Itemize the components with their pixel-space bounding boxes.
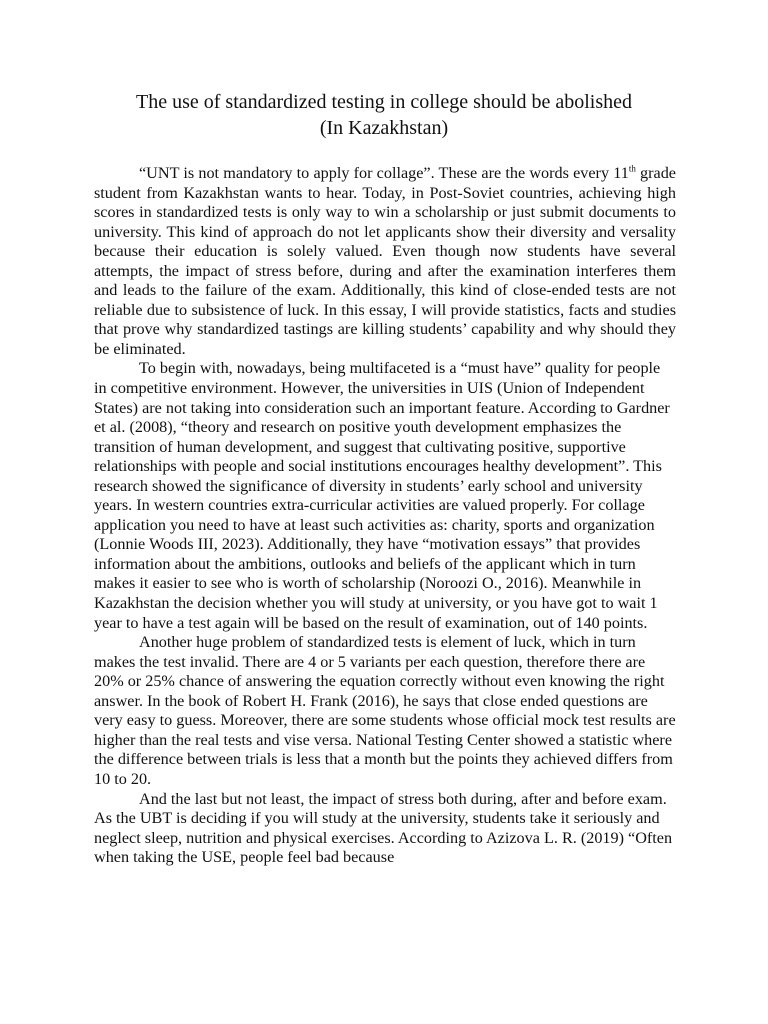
paragraph-intro: [94, 164, 676, 359]
paragraph-intro-start: “UNT is not mandatory to apply for collage”. These are the words every 11: [139, 164, 629, 182]
title-line-1: The use of standardized testing in college should be abolished: [136, 91, 632, 113]
document-title: [60, 89, 708, 141]
paragraph-stress: And the last but not least, the impact of stress both during, after and before exam. As the UBT is deciding if you will study at the university, students take it seriously and neglect sleep, nutrition and physical exercises. According to Azizova L. R. (2019) “Often when taking the USE, people feel bad because: [94, 789, 673, 867]
paragraph-diversity: To begin with, nowadays, being multifaceted is a “must have” quality for people in competitive environment. However, the universities in UIS (Union of Independent States) are not taking into consideration such an important feature. According to Gardner et al. (2008), “theory and research on positive youth development emphasizes the transition of human development, and suggest that cultivating positive, supportive relationships with people and social institutions encourages healthy development”. This research showed the significance of diversity in students’ early school and university years. In western countries extra-curricular activities are valued properly. For collage application you need to have at least such activities as: charity, sports and organization (Lonnie Woods III, 2023). Additionally, they have “motivation essays” that provides information about the ambitions, outlooks and beliefs of the applicant which in turn makes it easier to see who is worth of scholarship (Noroozi O., 2016). Meanwhile in Kazakhstan the decision whether you will study at university, or you have got to wait 1 year to have a test again will be based on the result of examination, out of 140 points.: [94, 359, 670, 632]
essay-body: [94, 164, 676, 868]
ordinal-suffix: th: [628, 163, 636, 174]
paragraph-intro-rest: grade student from Kazakhstan wants to hear. Today, in Post-Soviet countries, achieving high scores in standardized tests is only way to win a scholarship or just submit documents to university. This kind of approach do not let applicants show their diversity and versality because their education is solely valued. Even though now students have several attempts, the impact of stress before, during and after the examination interferes them and leads to the failure of the exam. Additionally, this kind of close-ended tests are not reliable due to subsistence of luck. In this essay, I will provide statistics, facts and studies that prove why standardized tastings are killing students’ capability and why should they be eliminated.: [94, 164, 676, 358]
paragraph-luck: Another huge problem of standardized tests is element of luck, which in turn makes the test invalid. There are 4 or 5 variants per each question, therefore there are 20% or 25% chance of answering the equation correctly without even knowing the right answer. In the book of Robert H. Frank (2016), he says that close ended questions are very easy to guess. Moreover, there are some students whose official mock test results are higher than the real tests and vise versa. National Testing Center showed a statistic where the difference between trials is less that a month but the points they achieved differs from 10 to 20.: [94, 633, 676, 788]
title-line-2: (In Kazakhstan): [319, 117, 449, 139]
